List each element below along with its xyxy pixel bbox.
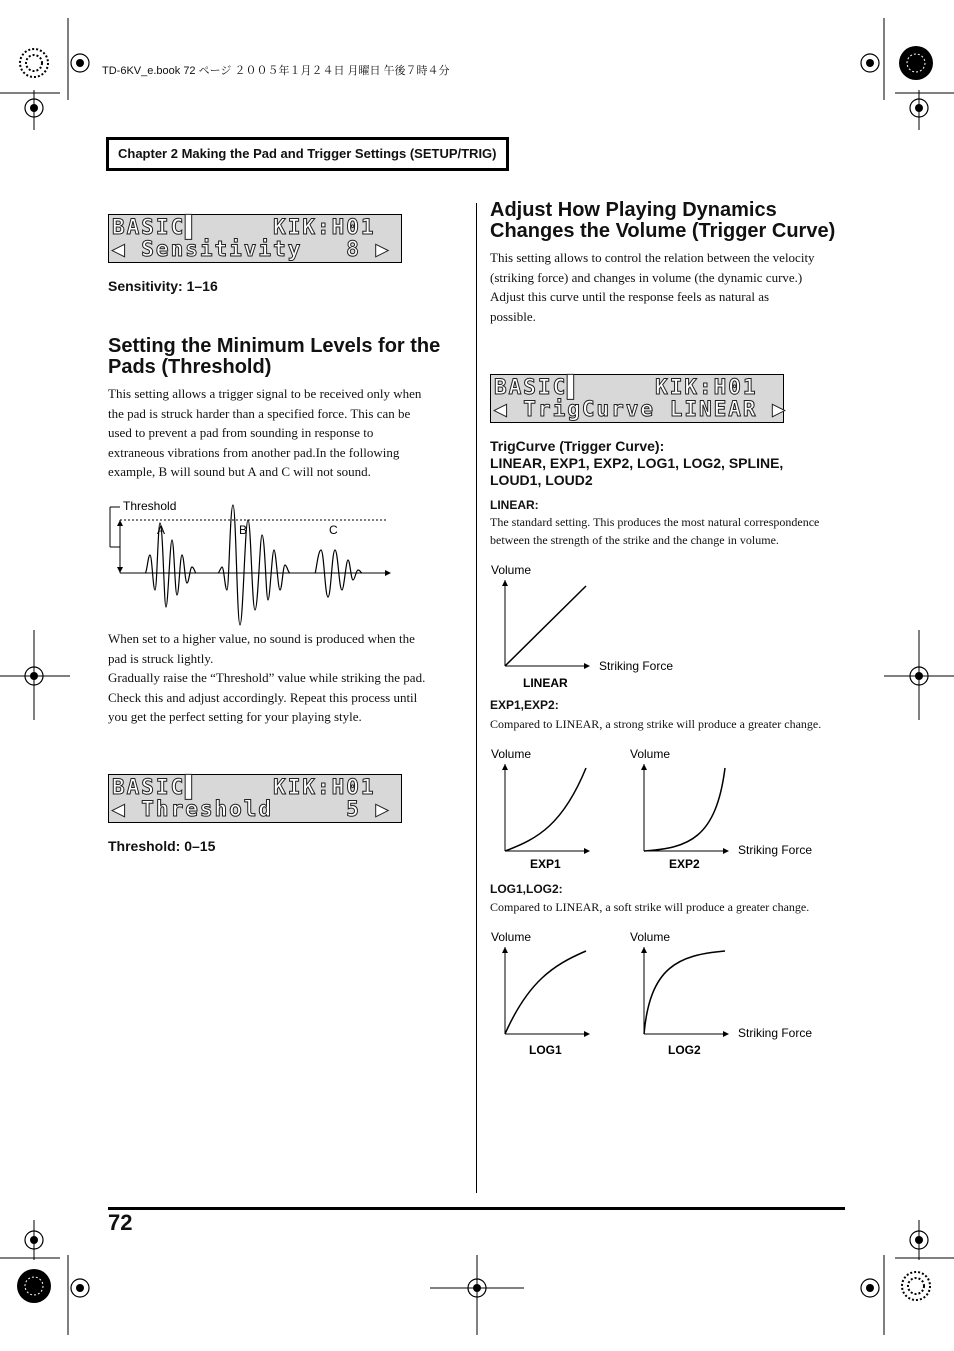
log1-curve-name: LOG1 xyxy=(529,1043,562,1057)
paragraph-line: you get the perfect setting for your playing style. xyxy=(108,709,362,724)
log2-curve-name: LOG2 xyxy=(668,1043,701,1057)
label-b: B xyxy=(239,523,248,537)
lcd-line-2: ◀ TrigCurve LINEAR ▶ xyxy=(494,397,787,421)
paragraph-line: Check this and adjust accordingly. Repeat this process until xyxy=(108,689,418,705)
trigger-curve-intro xyxy=(490,248,850,326)
threshold-paragraph xyxy=(108,384,468,482)
log2-curve xyxy=(644,951,725,1034)
lcd-sensitivity xyxy=(108,214,402,263)
log-curves-graph xyxy=(488,927,828,1059)
lcd-line-2: ◀ Sensitivity 8 ▶ xyxy=(112,237,391,261)
paragraph-line: between the strength of the strike and the change in volume. xyxy=(490,533,779,547)
label-c: C xyxy=(329,523,338,537)
paragraph-line: pad is struck lightly. xyxy=(108,650,214,666)
threshold-range: Threshold: 0–15 xyxy=(108,838,216,854)
threshold-heading: Setting the Minimum Levels for the Pads (Threshold) xyxy=(108,335,441,378)
chapter-title-box: Chapter 2 Making the Pad and Trigger Settings (SETUP/TRIG) xyxy=(106,137,509,171)
striking-force-axis-label: Striking Force xyxy=(599,659,674,673)
footer-rule xyxy=(108,1207,845,1210)
striking-force-axis-label: Striking Force xyxy=(738,843,813,857)
lcd-line-1: BASIC▌ KIK:H01 xyxy=(112,215,376,239)
striking-force-axis-label: Striking Force xyxy=(738,1026,813,1040)
paragraph-line: the pad is struck harder than a specified force. This can be xyxy=(108,405,411,421)
lcd-trigcurve xyxy=(490,374,787,423)
paragraph-line: used to prevent a pad from sounding in response to xyxy=(108,425,374,440)
paragraph-line: This setting allows to control the relation between the velocity xyxy=(490,250,815,265)
trigcurve-values-line: LOUD1, LOUD2 xyxy=(490,472,593,488)
lcd-line-1: BASIC▌ KIK:H01 xyxy=(112,775,376,799)
linear-label: LINEAR: xyxy=(490,498,539,512)
threshold-waveform-diagram xyxy=(100,495,400,630)
volume-axis-label: Volume xyxy=(491,563,532,577)
lcd-line-2: ◀ Threshold 5 ▶ xyxy=(112,797,391,821)
exp-label: EXP1,EXP2: xyxy=(490,698,559,712)
exp1-curve-name: EXP1 xyxy=(530,857,561,871)
lcd-line-1: BASIC▌ KIK:H01 xyxy=(494,375,758,399)
volume-axis-label: Volume xyxy=(630,930,671,944)
log1-curve xyxy=(505,951,586,1034)
log-label: LOG1,LOG2: xyxy=(490,882,563,896)
threshold-explanation xyxy=(108,629,470,727)
volume-axis-label: Volume xyxy=(491,930,532,944)
exp1-curve xyxy=(505,768,586,851)
wave-b xyxy=(218,505,290,625)
paragraph-line: When set to a higher value, no sound is produced when the xyxy=(108,631,415,646)
exp2-curve-name: EXP2 xyxy=(669,857,700,871)
linear-curve xyxy=(505,586,586,666)
label-a: A xyxy=(157,523,166,537)
exp-description: Compared to LINEAR, a strong strike will produce a greater change. xyxy=(490,717,822,731)
linear-description xyxy=(490,513,855,549)
wave-a xyxy=(145,523,196,607)
volume-axis-label: Volume xyxy=(630,747,671,761)
trigcurve-values xyxy=(490,438,850,489)
exp-curves-graph xyxy=(488,744,828,876)
print-header: TD-6KV_e.book 72 ページ ２００５年１月２４日 月曜日 午後７時４分 xyxy=(102,65,450,77)
volume-axis-label: Volume xyxy=(491,747,532,761)
paragraph-line: Adjust this curve until the response feels as natural as xyxy=(490,289,770,304)
paragraph-line: possible. xyxy=(490,308,536,324)
trigcurve-values-line: LINEAR, EXP1, EXP2, LOG1, LOG2, SPLINE, xyxy=(490,455,784,471)
sensitivity-range: Sensitivity: 1–16 xyxy=(108,278,218,294)
lcd-threshold xyxy=(108,774,402,823)
trigger-curve-heading: Adjust How Playing Dynamics Changes the Volume (Trigger Curve) xyxy=(490,199,836,242)
linear-curve-graph xyxy=(488,560,688,692)
paragraph-line: The standard setting. This produces the most natural correspondence xyxy=(490,515,820,529)
paragraph-line: extraneous vibrations from another pad.In the following xyxy=(108,444,400,460)
paragraph-line: This setting allows a trigger signal to be received only when xyxy=(108,386,422,401)
trigcurve-title: TrigCurve (Trigger Curve): xyxy=(490,438,665,454)
linear-curve-name: LINEAR xyxy=(523,676,568,690)
exp2-curve xyxy=(644,768,725,851)
column-divider xyxy=(476,203,477,1193)
paragraph-line: Gradually raise the “Threshold” value while striking the pad. xyxy=(108,670,426,685)
paragraph-line: (striking force) and changes in volume (the dynamic curve.) xyxy=(490,269,803,285)
paragraph-line: example, B will sound but A and C will not sound. xyxy=(108,464,371,479)
threshold-label: Threshold xyxy=(123,499,177,513)
page-number: 72 xyxy=(108,1210,133,1235)
log-description: Compared to LINEAR, a soft strike will produce a greater change. xyxy=(490,900,810,914)
